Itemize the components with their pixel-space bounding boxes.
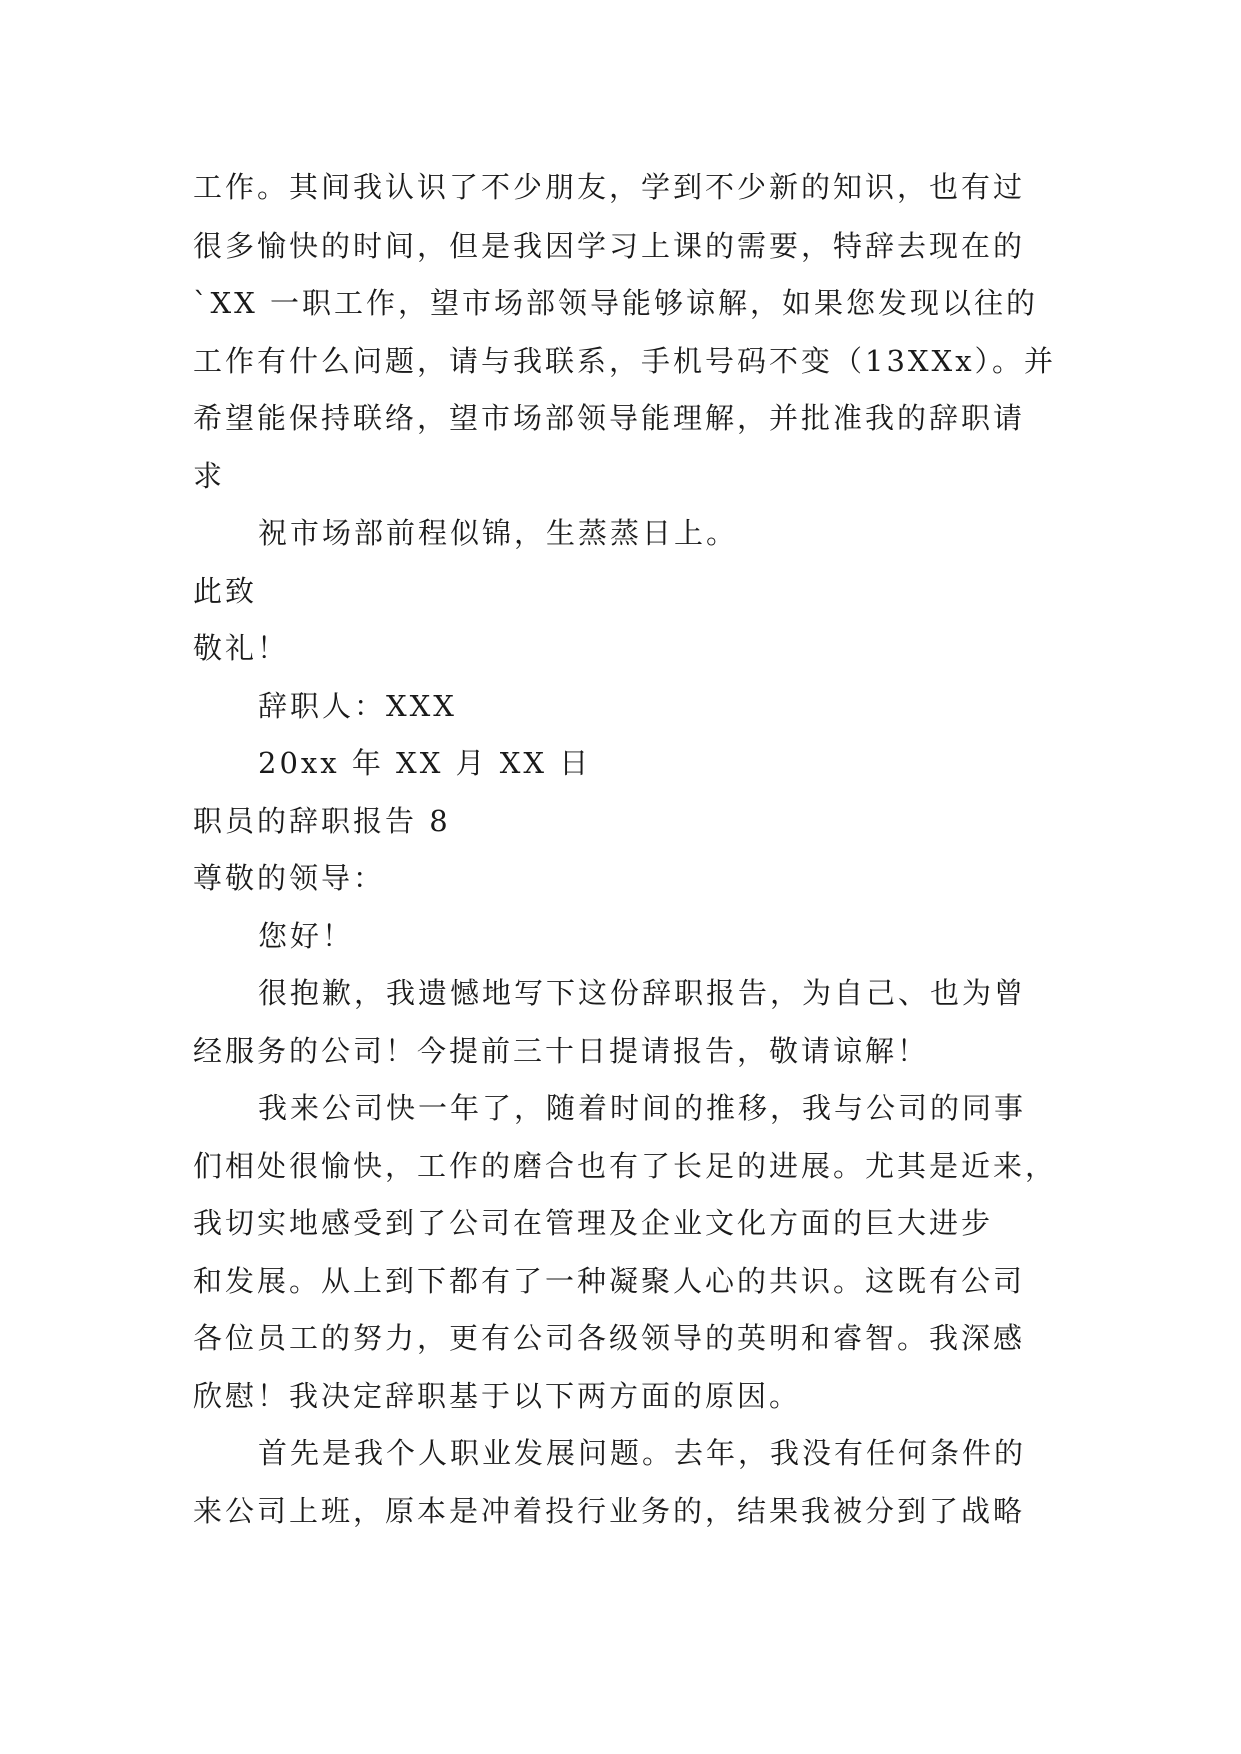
salutation-cizhi: 此致 bbox=[193, 574, 258, 608]
salutation-jingli: 敬礼！ bbox=[193, 631, 290, 665]
text-line: 希望能保持联络，望市场部领导能理解，并批准我的辞职请 bbox=[193, 401, 1026, 435]
text-line: 和发展。从上到下都有了一种凝聚人心的共识。这既有公司 bbox=[193, 1264, 1026, 1298]
greeting: 尊敬的领导： bbox=[193, 861, 386, 895]
text-line: 欣慰！我决定辞职基于以下两方面的原因。 bbox=[193, 1379, 802, 1413]
text-line: 各位员工的努力，更有公司各级领导的英明和睿智。我深感 bbox=[193, 1321, 1026, 1355]
text-line: 求 bbox=[193, 459, 226, 493]
signature-date: 20xx 年 XX 月 XX 日 bbox=[258, 746, 592, 780]
text-line: 很抱歉，我遗憾地写下这份辞职报告，为自己、也为曾 bbox=[258, 976, 1027, 1010]
text-line: 很多愉快的时间，但是我因学习上课的需要，特辞去现在的 bbox=[193, 229, 1026, 263]
greeting-hello: 您好！ bbox=[258, 919, 355, 953]
text-line: 工作。其间我认识了不少朋友，学到不少新的知识，也有过 bbox=[193, 170, 1026, 204]
text-line: `XX 一职工作，望市场部领导能够谅解，如果您发现以往的 bbox=[193, 286, 1039, 320]
signature-name: 辞职人：XXX bbox=[258, 689, 457, 723]
text-line: 经服务的公司！今提前三十日提请报告，敬请谅解！ bbox=[193, 1034, 930, 1068]
closing-wish: 祝市场部前程似锦，生蒸蒸日上。 bbox=[258, 516, 739, 550]
section-title: 职员的辞职报告 8 bbox=[193, 804, 451, 838]
text-line: 来公司上班，原本是冲着投行业务的，结果我被分到了战略 bbox=[193, 1494, 1026, 1528]
text-line: 们相处很愉快，工作的磨合也有了长足的进展。尤其是近来， bbox=[193, 1149, 1058, 1183]
text-line: 我来公司快一年了，随着时间的推移，我与公司的同事 bbox=[258, 1091, 1027, 1125]
text-line: 我切实地感受到了公司在管理及企业文化方面的巨大进步 bbox=[193, 1206, 994, 1240]
text-line: 首先是我个人职业发展问题。去年，我没有任何条件的 bbox=[258, 1436, 1027, 1470]
text-line: 工作有什么问题，请与我联系，手机号码不变（13XXx）。并 bbox=[193, 344, 1057, 378]
